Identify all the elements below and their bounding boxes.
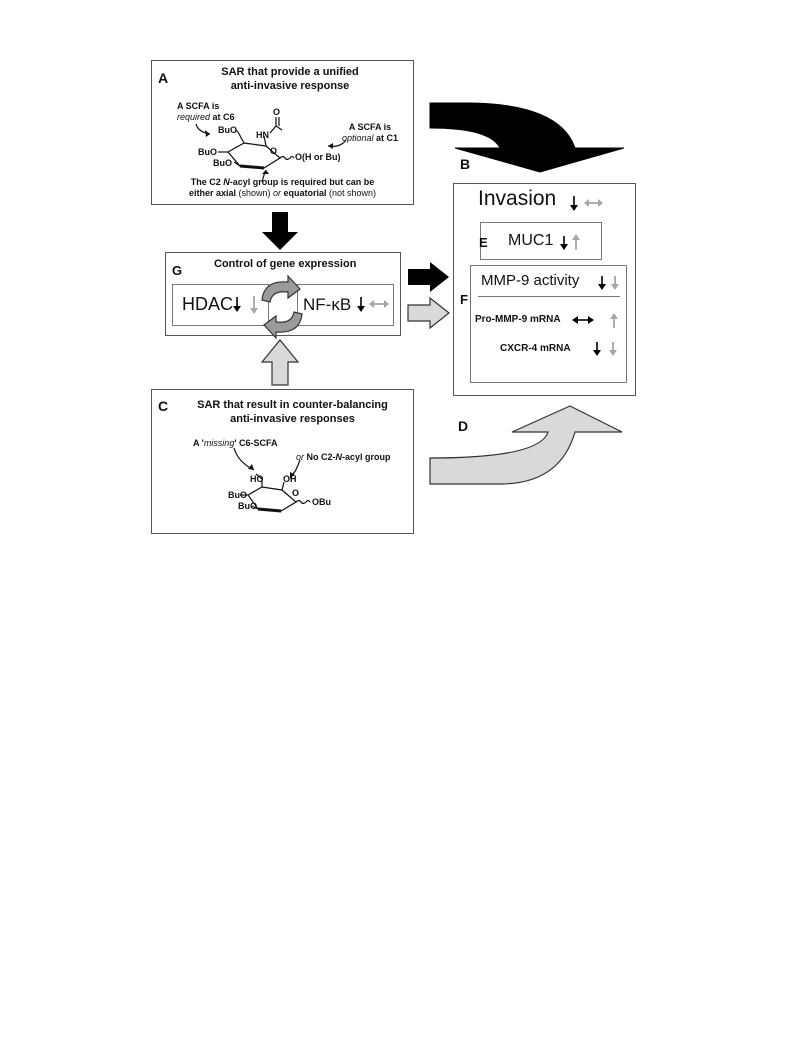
panel-a-letter: A	[158, 70, 169, 86]
panel-d-letter: D	[458, 418, 469, 434]
panel-c-letter: C	[158, 398, 169, 414]
panel-g-title: Control of gene expression	[214, 258, 357, 270]
panel-a-title-line1: SAR that provide a unified	[221, 66, 359, 78]
note-c2-shown: (shown)	[235, 188, 273, 198]
panel-a-buo-c6: BuO	[218, 125, 237, 135]
note2-post: No C2-	[304, 452, 336, 462]
panel-c-title-line1: SAR that result in counter-balancing	[197, 399, 388, 411]
note-c1-line1: A SCFA is	[348, 122, 392, 132]
muc1-label: MUC1	[508, 232, 554, 249]
panel-c-ho: HO	[250, 474, 264, 484]
panel-a-buo-c3: BuO	[213, 158, 232, 168]
note1-post: ' C6-SCFA	[234, 438, 278, 448]
panel-f-letter: F	[460, 292, 468, 307]
panel-c-buo2: BuO	[238, 501, 257, 511]
panel-a-title-line2: anti-invasive response	[230, 80, 350, 92]
pro-mmp9-label: Pro-MMP-9 mRNA	[475, 314, 561, 325]
panel-a-hn: HN	[256, 130, 269, 140]
note-c2-axial: either axial	[188, 188, 236, 198]
panel-a-anomeric: O(H or Bu)	[295, 152, 341, 162]
panel-a-buo-c4: BuO	[198, 147, 217, 157]
panel-a-carbonyl-o: O	[273, 107, 281, 117]
cxcr4-label: CXCR-4 mRNA	[500, 343, 571, 354]
panel-c-ring-o: O	[292, 488, 300, 498]
invasion-label: Invasion	[478, 187, 557, 210]
panel-c-title-line2: anti-invasive responses	[230, 413, 355, 425]
hdac-label: HDAC	[182, 294, 234, 314]
note-c2-equatorial: equatorial	[281, 188, 327, 198]
nfkb-label: NF-κB	[303, 295, 352, 314]
note-c1-em: optional	[342, 133, 374, 143]
panel-g-letter: G	[172, 263, 183, 278]
note-c2-em: N	[223, 177, 230, 187]
panel-a-ring-o: O	[270, 146, 278, 156]
note-c1-rest: at C1	[373, 133, 399, 143]
note2-n: N	[335, 452, 343, 462]
note-c6-line1: A SCFA is	[177, 101, 220, 111]
panel-c-oh: OH	[283, 474, 297, 484]
panel-c-obu: OBu	[312, 497, 331, 507]
note-c2-or: or	[272, 188, 281, 198]
note-c2-notshown: (not shown)	[326, 188, 377, 198]
note2-em: or	[296, 452, 305, 462]
note-c2-post: -acyl group is required but can be	[229, 177, 375, 187]
panel-c-buo1: BuO	[228, 490, 247, 500]
mmp9-activity-label: MMP-9 activity	[481, 272, 580, 289]
panel-b-letter: B	[460, 156, 471, 172]
note-c2-pre: The C2	[190, 177, 224, 187]
note1-em: missing	[203, 438, 235, 448]
note-c6-em: required	[177, 112, 211, 122]
note-c6-rest: at C6	[210, 112, 235, 122]
note2-end: -acyl group	[342, 452, 391, 462]
note1-pre: A '	[193, 438, 204, 448]
panel-e-letter: E	[479, 235, 488, 250]
